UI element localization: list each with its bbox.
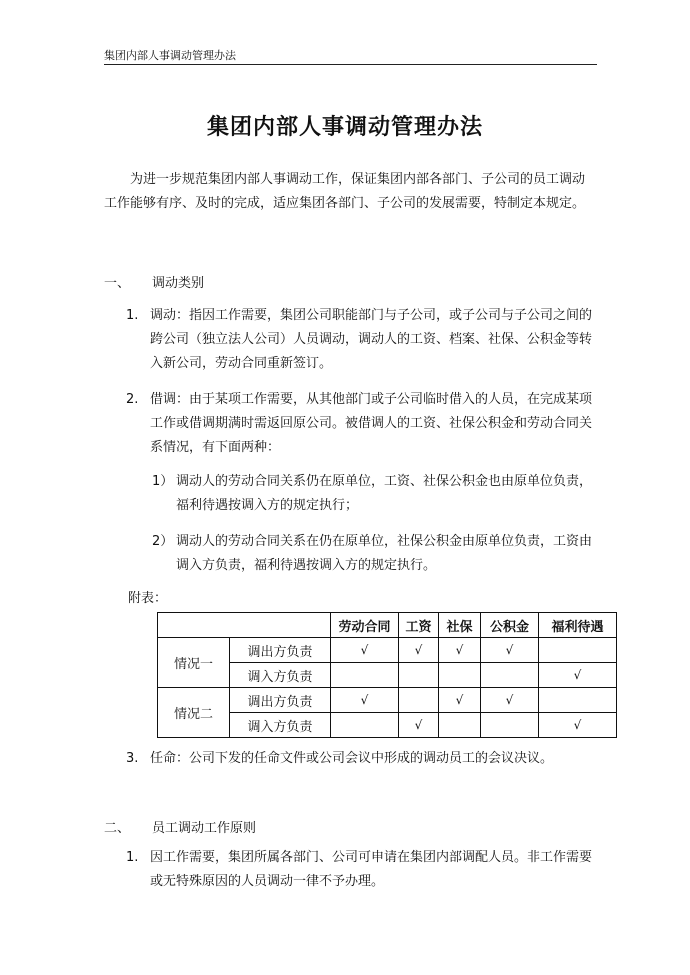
section-title: 调动类别 [152, 276, 205, 291]
sub-list-item [152, 470, 592, 518]
header-divider [104, 64, 597, 65]
section-number: 二、 [104, 821, 131, 836]
list-item-text: 调动：指因工作需要，集团公司职能部门与子公司，或子公司与子公司之间的跨公司（独立法人公司）人员调动，调动人的工资、档案、社保、公积金等转入新公司，劳动合同重新签订。 [150, 308, 593, 371]
list-item [126, 747, 594, 771]
table-row [158, 688, 617, 713]
list-item-number: 3. [126, 751, 139, 766]
check-cell [331, 663, 399, 688]
check-cell [481, 663, 539, 688]
check-cell [481, 713, 539, 738]
section-title: 员工调动工作原则 [152, 821, 257, 836]
sub-item-number: 2） [152, 534, 174, 549]
check-cell: √ [539, 713, 617, 738]
sub-item-text: 调动人的劳动合同关系仍在原单位，工资、社保公积金也由原单位负责，福利待遇按调入方的规定执行； [176, 474, 593, 513]
sub-list-item [152, 530, 592, 578]
list-item-text: 任命：公司下发的任命文件或公司会议中形成的调动员工的会议决议。 [150, 751, 554, 766]
section-heading-2 [104, 817, 256, 836]
check-cell [399, 688, 439, 713]
check-cell [399, 663, 439, 688]
list-item-number: 1. [126, 308, 139, 323]
check-cell: √ [439, 688, 481, 713]
list-item-text: 借调：由于某项工作需要，从其他部门或子公司临时借入的人员，在完成某项工作或借调期满时需返回原公司。被借调人的工资、社保公积金和劳动合同关系情况，有下面两种： [150, 392, 593, 455]
row-label: 调入方负责 [230, 713, 331, 738]
list-item [126, 388, 594, 460]
column-header: 工资 [399, 613, 439, 638]
check-cell [439, 663, 481, 688]
column-header: 公积金 [481, 613, 539, 638]
check-cell: √ [481, 688, 539, 713]
check-cell: √ [399, 713, 439, 738]
attachment-table [157, 612, 617, 738]
check-cell: √ [439, 638, 481, 663]
group-label: 情况二 [158, 688, 230, 738]
sub-item-number: 1） [152, 474, 174, 489]
table-row [158, 638, 617, 663]
row-label: 调出方负责 [230, 688, 331, 713]
row-label: 调入方负责 [230, 663, 331, 688]
document-title: 集团内部人事调动管理办法 [206, 114, 483, 140]
check-cell: √ [331, 688, 399, 713]
list-item [126, 846, 594, 894]
table-corner-cell [158, 613, 331, 638]
check-cell: √ [399, 638, 439, 663]
list-item-number: 1. [126, 850, 139, 865]
column-header: 劳动合同 [331, 613, 399, 638]
section-heading-1 [104, 272, 204, 291]
column-header: 社保 [439, 613, 481, 638]
check-cell [331, 713, 399, 738]
table-header-row [158, 613, 617, 638]
check-cell [539, 638, 617, 663]
column-header: 福利待遇 [539, 613, 617, 638]
check-cell: √ [539, 663, 617, 688]
running-header: 集团内部人事调动管理办法 [104, 49, 236, 62]
list-item [126, 304, 594, 376]
check-cell [439, 713, 481, 738]
group-label: 情况一 [158, 638, 230, 688]
list-item-number: 2. [126, 392, 139, 407]
row-label: 调出方负责 [230, 638, 331, 663]
check-cell: √ [481, 638, 539, 663]
intro-paragraph: 为进一步规范集团内部人事调动工作，保证集团内部各部门、子公司的员工调动工作能够有序、及时的完成，适应集团各部门、子公司的发展需要，特制定本规定。 [104, 172, 586, 211]
section-number: 一、 [104, 276, 131, 291]
sub-item-text: 调动人的劳动合同关系在仍在原单位，社保公积金由原单位负责，工资由调入方负责，福利待遇按调入方的规定执行。 [176, 534, 593, 573]
list-item-text: 因工作需要，集团所属各部门、公司可申请在集团内部调配人员。非工作需要或无特殊原因的人员调动一律不予办理。 [150, 850, 593, 889]
check-cell: √ [331, 638, 399, 663]
attachment-label: 附表： [128, 591, 168, 606]
check-cell [539, 688, 617, 713]
